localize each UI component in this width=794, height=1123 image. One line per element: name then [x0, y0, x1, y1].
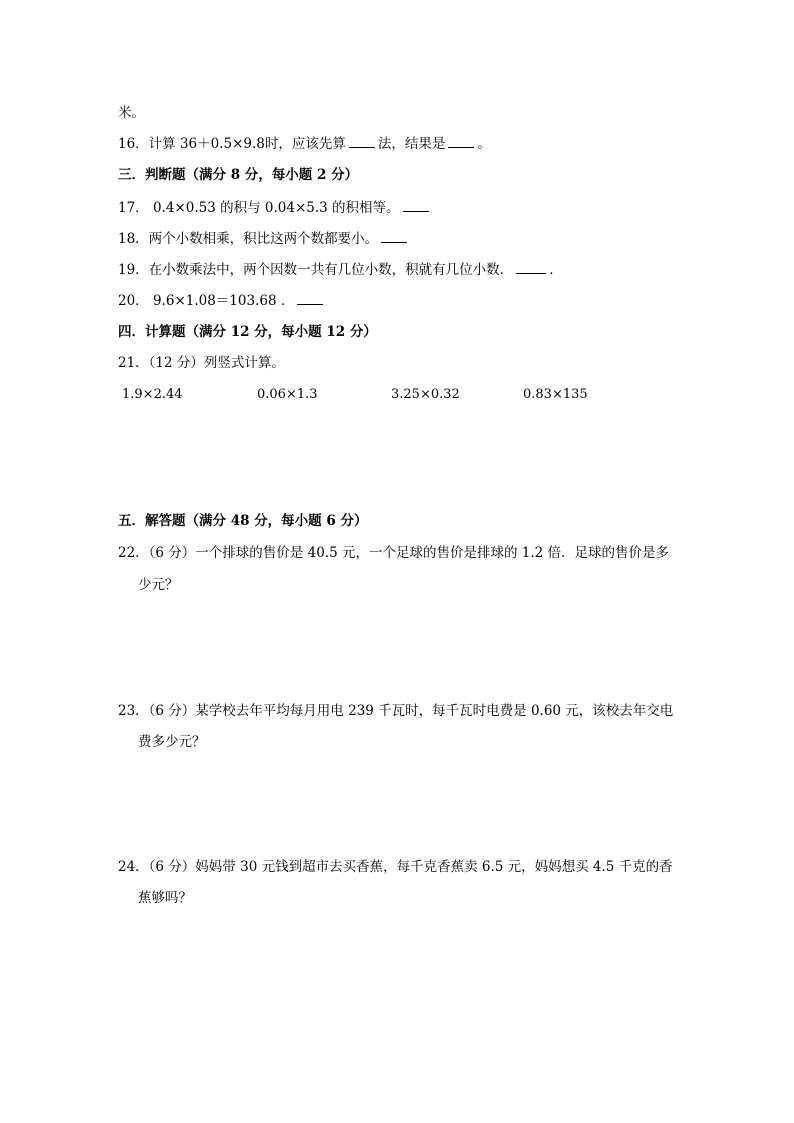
section-3-heading: 三．判断题（满分 8 分，每小题 2 分）: [118, 167, 359, 183]
question-22-line-2: 少元？: [138, 577, 179, 593]
question-23-line-1: 23．（6 分）某学校去年平均每月用电 239 千瓦时，每千瓦时电费是 0.60 元，该校去年交电: [118, 703, 674, 719]
question-19: [118, 260, 563, 280]
answer-blank[interactable]: [516, 261, 546, 274]
question-16: [118, 134, 491, 154]
question-19-text: 19．在小数乘法中，两个因数一共有几位小数，积就有几位小数．: [118, 262, 514, 278]
question-24-line-2: 蕉够吗？: [138, 890, 192, 906]
question-24-line-1: 24．（6 分）妈妈带 30 元钱到超市去买香蕉，每千克香蕉卖 6.5 元，妈妈想买 4.5 千克的香: [118, 859, 673, 875]
calculation-item: 1.9×2.44: [122, 387, 183, 402]
section-5-heading: 五．解答题（满分 48 分，每小题 6 分）: [118, 513, 368, 529]
question-22-line-1: 22．（6 分）一个排球的售价是 40.5 元，一个足球的售价是排球的 1.2 倍．足球的售价是多: [118, 545, 670, 561]
question-20-text: 20． 9.6×1.08＝103.68 ．: [118, 293, 295, 309]
question-16-text-a: 16．计算 36＋0.5×9.8时，应该先算: [118, 136, 346, 152]
answer-blank[interactable]: [381, 230, 407, 243]
answer-blank[interactable]: [297, 292, 323, 305]
calculation-item: 0.06×1.3: [257, 387, 318, 402]
answer-blank[interactable]: [403, 199, 429, 212]
question-20: [118, 291, 326, 311]
question-17: [118, 198, 432, 218]
answer-blank[interactable]: [349, 135, 375, 148]
calculation-row: [122, 385, 622, 405]
question-23-line-2: 费多少元？: [138, 734, 206, 750]
answer-blank[interactable]: [448, 135, 474, 148]
question-21: 21．（12 分）列竖式计算。: [118, 355, 285, 371]
question-18: [118, 229, 410, 249]
question-16-text-c: 。: [477, 136, 491, 152]
section-4-heading: 四．计算题（满分 12 分，每小题 12 分）: [118, 324, 377, 340]
continued-text: 米。: [118, 105, 145, 121]
question-16-text-b: 法，结果是: [377, 136, 446, 152]
question-19-end: ．: [549, 262, 563, 278]
question-17-text: 17． 0.4×0.53 的积与 0.04×5.3 的积相等。: [118, 200, 400, 216]
question-18-text: 18．两个小数相乘，积比这两个数都要小。: [118, 231, 379, 247]
calculation-item: 3.25×0.32: [391, 387, 460, 402]
calculation-item: 0.83×135: [523, 387, 588, 402]
